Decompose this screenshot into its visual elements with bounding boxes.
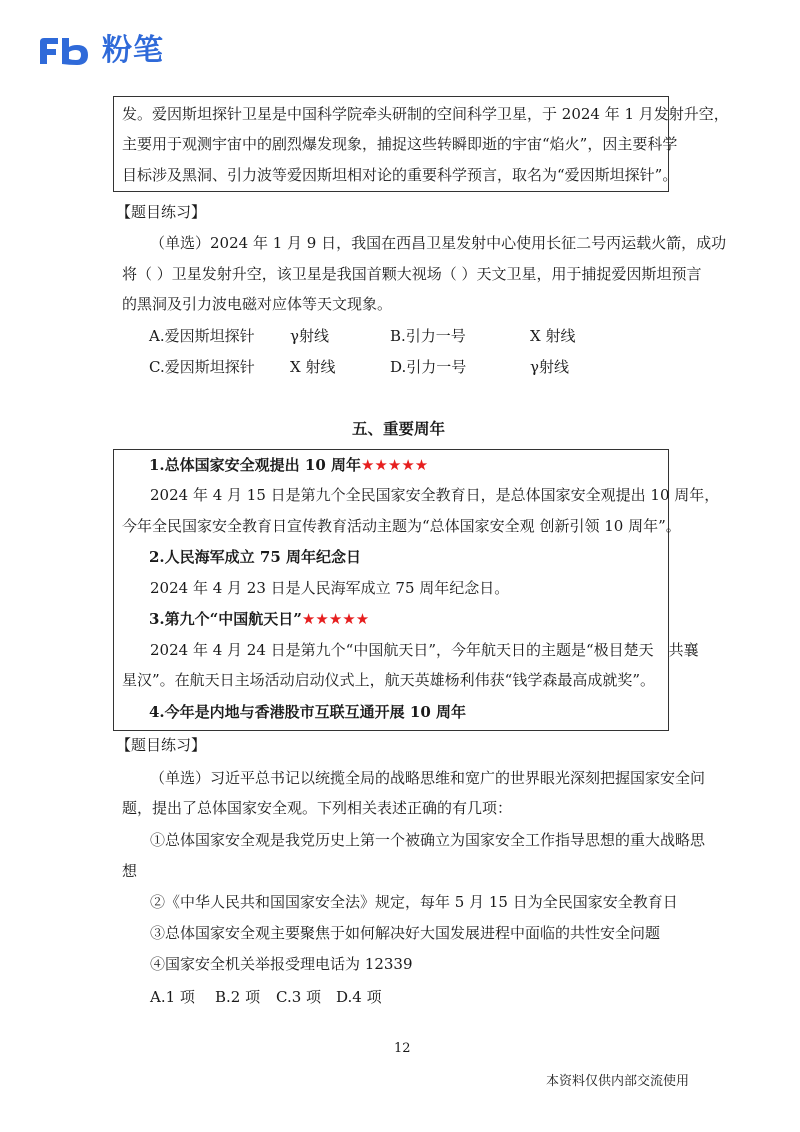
question-text: 题，提出了总体国家安全观。下列相关表述正确的有几项： — [122, 799, 513, 817]
statement-1-cont: 想 — [122, 862, 138, 880]
item-title-text: 3.第九个“中国航天日” — [149, 610, 302, 628]
option-a: A.1 项 — [150, 988, 195, 1006]
fenbi-logo-icon — [38, 36, 96, 66]
option-d: D.4 项 — [336, 988, 382, 1006]
statement-4: ④国家安全机关举报受理电话为 12339 — [150, 955, 413, 973]
question-text: 的黑洞及引力波电磁对应体等天文现象。 — [122, 295, 393, 313]
option-d-part1: D.引力一号 — [390, 358, 467, 376]
option-d-part2: γ射线 — [530, 358, 569, 376]
footer-note: 本资料仅供内部交流使用 — [546, 1074, 690, 1089]
paragraph-line: 主要用于观测宇宙中的剧烈爆发现象，捕捉这些转瞬即逝的宇宙“焰火”，因主要科学 — [122, 135, 678, 153]
option-a-part1: A.爱因斯坦探针 — [149, 327, 255, 345]
page-number: 12 — [394, 1041, 411, 1056]
item-title: 4.今年是内地与香港股市互联互通开展 10 周年 — [149, 703, 466, 721]
option-a-part2: γ射线 — [290, 327, 329, 345]
statement-2: ②《中华人民共和国国家安全法》规定，每年 5 月 15 日为全民国家安全教育日 — [150, 893, 678, 911]
item-title — [149, 609, 369, 629]
option-b-part2: X 射线 — [530, 327, 576, 345]
paragraph-line: 目标涉及黑洞、引力波等爱因斯坦相对论的重要科学预言，取名为“爱因斯坦探针”。 — [122, 166, 678, 184]
paragraph-line: 2024 年 4 月 23 日是人民海军成立 75 周年纪念日。 — [150, 579, 510, 597]
statement-3: ③总体国家安全观主要聚焦于如何解决好大国发展进程中面临的共性安全问题 — [150, 924, 661, 942]
star-rating-icon: ★★★★★ — [301, 610, 370, 628]
brand-logo — [38, 34, 164, 68]
option-c: C.3 项 — [276, 988, 322, 1006]
brand-text: 粉笔 — [102, 33, 164, 68]
paragraph-line: 2024 年 4 月 15 日是第九个全民国家安全教育日，是总体国家安全观提出 10 周年， — [150, 486, 720, 504]
practice-heading: 【题目练习】 — [116, 203, 207, 221]
question-text: 将（ ）卫星发射升空，该卫星是我国首颗大视场（ ）天文卫星，用于捕捉爱因斯坦预言 — [122, 265, 702, 283]
option-b: B.2 项 — [215, 988, 261, 1006]
question-text: （单选）习近平总书记以统揽全局的战略思维和宽广的世界眼光深刻把握国家安全问 — [150, 769, 706, 787]
practice-heading: 【题目练习】 — [116, 736, 207, 754]
paragraph-line: 发。爱因斯坦探针卫星是中国科学院牵头研制的空间科学卫星，于 2024 年 1 月发射升空， — [122, 105, 729, 123]
item-title: 2.人民海军成立 75 周年纪念日 — [149, 548, 361, 566]
paragraph-line: 2024 年 4 月 24 日是第九个“中国航天日”，今年航天日的主题是“极目楚天 共襄 — [150, 641, 699, 659]
statement-1: ①总体国家安全观是我党历史上第一个被确立为国家安全工作指导思想的重大战略思 — [150, 831, 706, 849]
question-text: （单选）2024 年 1 月 9 日，我国在西昌卫星发射中心使用长征二号丙运载火箭，成功 — [150, 234, 727, 252]
item-title — [149, 455, 428, 475]
option-c-part1: C.爱因斯坦探针 — [149, 358, 255, 376]
option-b-part1: B.引力一号 — [390, 327, 466, 345]
option-c-part2: X 射线 — [290, 358, 336, 376]
item-title-text: 1.总体国家安全观提出 10 周年 — [149, 456, 361, 474]
section-title: 五、重要周年 — [352, 419, 446, 438]
paragraph-line: 今年全民国家安全教育日宣传教育活动主题为“总体国家安全观 创新引领 10 周年”。 — [122, 517, 681, 535]
star-rating-icon: ★★★★★ — [360, 456, 429, 474]
paragraph-line: 星汉”。在航天日主场活动启动仪式上，航天英雄杨利伟获“钱学森最高成就奖”。 — [122, 671, 656, 689]
